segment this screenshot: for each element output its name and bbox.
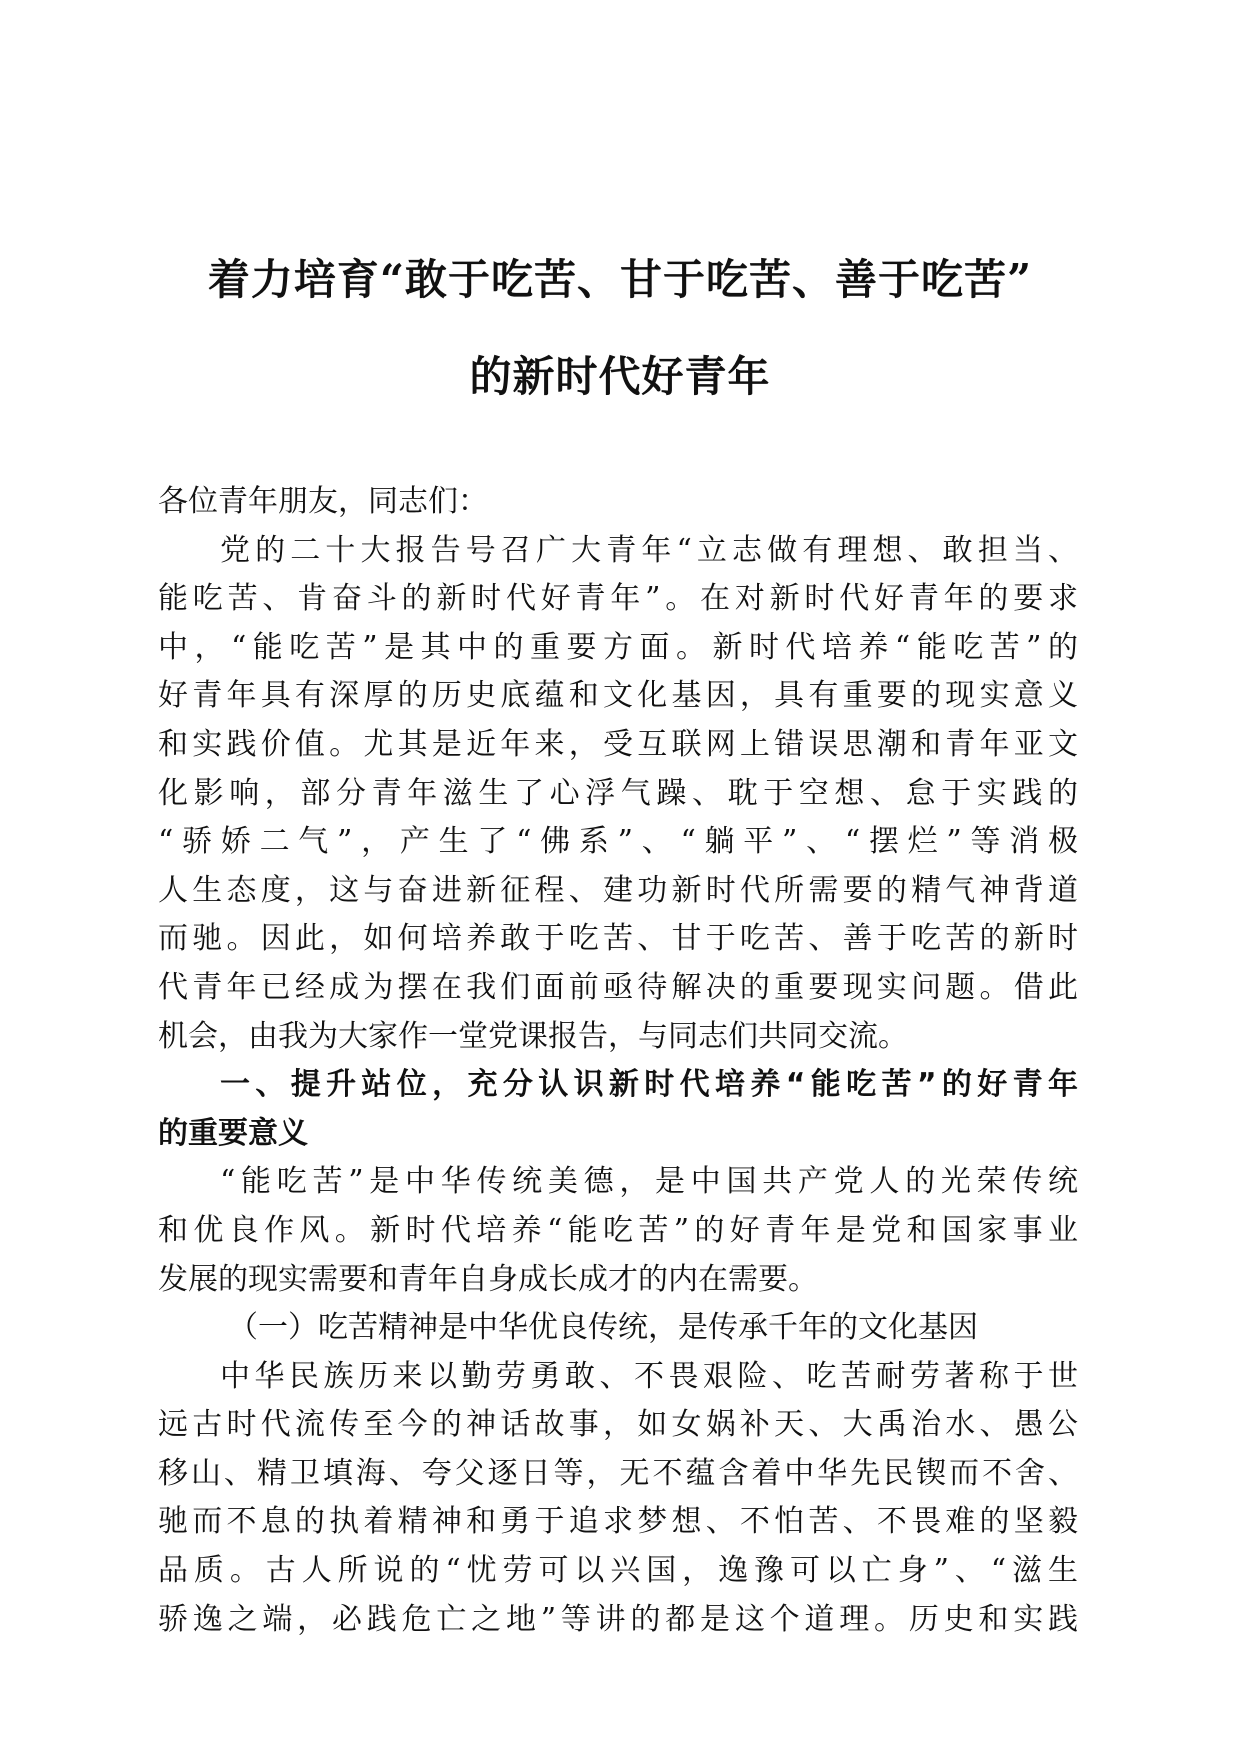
text-line: 中，“能吃苦”是其中的重要方面。新时代培养“能吃苦”的: [158, 629, 1078, 665]
text-line: 远古时代流传至今的神话故事，如女娲补天、大禹治水、愚公: [158, 1407, 1078, 1443]
text-line: 和实践价值。尤其是近年来，受互联网上错误思潮和青年亚文: [158, 726, 1078, 762]
text-line: 移山、精卫填海、夸父逐日等，无不蕴含着中华先民锲而不舍、: [158, 1455, 1078, 1491]
text-line: “能吃苦”是中华传统美德，是中国共产党人的光荣传统: [220, 1164, 1078, 1200]
document-title-line-1: 着力培育“敢于吃苦、甘于吃苦、善于吃苦”: [207, 255, 1033, 304]
heading-line: 的重要意义: [158, 1115, 308, 1151]
text-line: 好青年具有深厚的历史底蕴和文化基因，具有重要的现实意义: [158, 678, 1078, 714]
text-line: “骄娇二气”，产生了“佛系”、“躺平”、“摆烂”等消极: [158, 824, 1078, 860]
text-line: 驰而不息的执着精神和勇于追求梦想、不怕苦、不畏难的坚毅: [158, 1504, 1078, 1540]
text-line: 党的二十大报告号召广大青年“立志做有理想、敢担当、: [220, 532, 1078, 568]
paragraph-subsection-1: [158, 1353, 1078, 1645]
text-line: 人生态度，这与奋进新征程、建功新时代所需要的精气神背道: [158, 872, 1078, 908]
salutation: 各位青年朋友，同志们：: [158, 484, 488, 519]
text-line: 而驰。因此，如何培养敢于吃苦、甘于吃苦、善于吃苦的新时: [158, 921, 1078, 957]
text-line: 化影响，部分青年滋生了心浮气躁、耽于空想、怠于实践的: [158, 775, 1078, 811]
text-line: 品质。古人所说的“忧劳可以兴国，逸豫可以亡身”、“滋生: [158, 1553, 1078, 1589]
document-title-line-2: 的新时代好青年: [469, 352, 771, 401]
text-line: 代青年已经成为摆在我们面前亟待解决的重要现实问题。借此: [158, 969, 1078, 1005]
paragraph-section-1: [158, 1158, 1078, 1304]
text-line: 和优良作风。新时代培养“能吃苦”的好青年是党和国家事业: [158, 1212, 1078, 1248]
text-line: 骄逸之端，必践危亡之地”等讲的都是这个道理。历史和实践: [158, 1601, 1078, 1637]
subsection-heading-1: （一）吃苦精神是中华优良传统，是传承千年的文化基因: [228, 1310, 978, 1346]
text-line: 发展的现实需要和青年自身成长成才的内在需要。: [158, 1261, 818, 1297]
text-line: 机会，由我为大家作一堂党课报告，与同志们共同交流。: [158, 1018, 908, 1054]
heading-line: 一、提升站位，充分认识新时代培养“能吃苦”的好青年: [220, 1067, 1078, 1103]
document-body: [158, 478, 1078, 1644]
paragraph-intro: [158, 527, 1078, 1062]
section-heading-1: [158, 1061, 1078, 1158]
text-line: 能吃苦、肯奋斗的新时代好青年”。在对新时代好青年的要求: [158, 581, 1078, 617]
text-line: 中华民族历来以勤劳勇敢、不畏艰险、吃苦耐劳著称于世: [220, 1358, 1078, 1394]
